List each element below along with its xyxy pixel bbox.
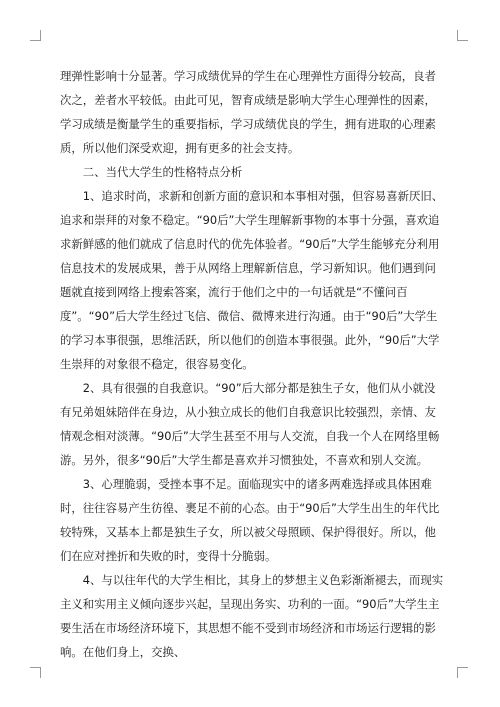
page-corner-mark-top-left	[30, 30, 41, 41]
section-heading: 二、当代大学生的性格特点分析	[82, 165, 243, 179]
paragraph-continuation: 理弹性影响十分显著。学习成绩优异的学生在心理弹性方面得分较高，良者次之，差者水平较低。由此可见，智育成绩是影响大学生心理弹性的因素，学习成绩是衡量学生的重要指标，学习成绩优良的学生，拥有进取的心理素质，所以他们深受欢迎，拥有更多的社会支持。	[60, 69, 436, 155]
paragraph-point-2: 2、具有很强的自我意识。“90”后大部分都是独生子女，他们从小就没有兄弟姐妹陪伴在身边，从小独立成长的他们自我意识比较强烈，亲情、友情观念相对淡薄。“90后”大学生甚至不用与人交流，自我一个人在网络里畅游。另外，很多“90后”大学生都是喜欢并习惯独处，不喜欢和别人交流。	[60, 381, 440, 467]
paragraph-point-1: 1、追求时尚，求新和创新方面的意识和本事相对强，但容易喜新厌旧、追求和崇拜的对象不稳定。“90后”大学生理解新事物的本事十分强，喜欢追求新鲜感的他们就成了信息时代的优先体验者。“90后”大学生能够充分利用信息技术的发展成果，善于从网络上理解新信息，学习新知识。他们遇到问题就直接到网络上搜索答案，流行于他们之中的一句话就是“不懂问百度”。“90”后大学生经过飞信、微信、微博来进行沟通。由于“90后”大学生的学习本事很强，思维活跃，所以他们的创造本事很强。此外，“90后”大学生崇拜的对象很不稳定，很容易变化。	[60, 189, 444, 371]
page-corner-mark-top-right	[457, 30, 468, 41]
paragraph-point-3: 3、心理脆弱，受挫本事不足。面临现实中的诸多两难选择或具体困难时，往往容易产生彷徨、裹足不前的心态。由于“90后”大学生出生的年代比较特殊，又基本上都是独生子女，所以被父母照顾、保护得很好。所以，他们在应对挫折和失败的时，变得十分脆弱。	[60, 477, 440, 563]
document-body	[60, 64, 446, 664]
paragraph-point-4: 4、与以往年代的大学生相比，其身上的梦想主义色彩渐渐褪去，而现实主义和实用主义倾向逐步兴起，呈现出务实、功利的一面。“90后”大学生主要生活在市场经济环境下，其思想不能不受到市场经济和市场运行逻辑的影响。在他们身上，交换、	[60, 573, 444, 659]
page-corner-mark-bottom-left	[30, 667, 41, 678]
page-corner-mark-bottom-right	[457, 667, 468, 678]
